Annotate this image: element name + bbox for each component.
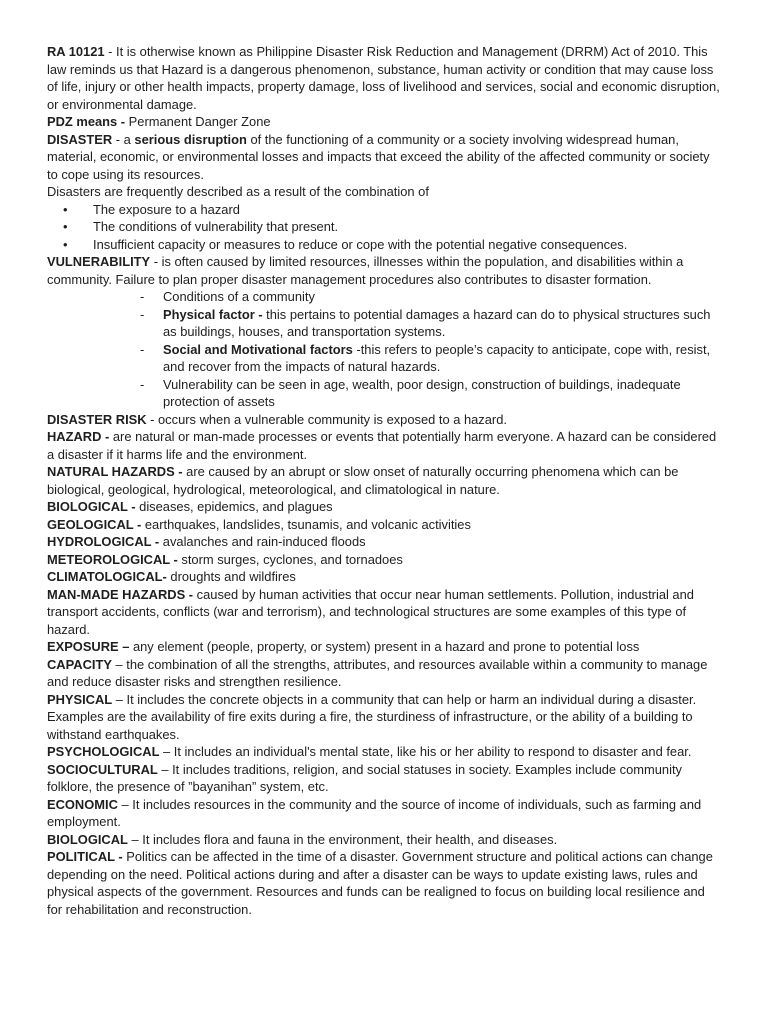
definition-term: GEOLOGICAL - [47,516,142,532]
definition-term: BIOLOGICAL - [47,499,136,514]
definition-text: Politics can be affected in the time of a disaster. Government structure and political actions can change depending on the need. Political actions during and after a disaster can be ways to update existing laws, rules and physical aspects of the government. Resources and funds can be realigned to focus on building local resilience and for rehabilitation and reconstruction. [47,849,713,917]
definition-pdz: Permanent Danger Zone [125,114,271,129]
definition-term: HAZARD - [47,429,110,444]
paragraph-combination-lead: Disasters are frequently described as a result of the combination of [47,184,429,199]
definition-term: CAPACITY [47,656,112,672]
definition-text: diseases, epidemics, and plagues [135,499,333,514]
paragraph-definition [47,691,722,744]
definition-physical-factor: this pertains to potential damages a hazard can do to physical structures such as buildings, houses, and transportation systems. [163,306,711,339]
dash-item: - Conditions of a community [47,288,722,306]
paragraph-definition [47,586,722,639]
term-disaster: DISASTER [47,131,113,147]
definition-term: PHYSICAL [47,691,113,707]
paragraph-definition [47,533,722,551]
definition-text: caused by human activities that occur near human settlements. Pollution, industrial and transport accidents, conflicts (war and terrorism), and technological structures are some examples of this type of hazard. [47,586,694,637]
definition-text: earthquakes, landslides, tsunamis, and volcanic activities [141,516,471,532]
bullet-item: • The exposure to a hazard [47,201,722,219]
definition-text: - occurs when a vulnerable community is exposed to a hazard. [146,411,507,427]
definition-text: – It includes resources in the community and the source of income of individuals, such as farming and employment. [47,796,702,829]
definition-term: DISASTER RISK [47,411,147,427]
definition-text: are natural or man-made processes or events that potentially harm everyone. A hazard can be considered a disaster if it harms life and the environment. [47,429,717,462]
paragraph-definition [47,568,722,586]
definition-ra-10121: - It is otherwise known as Philippine Disaster Risk Reduction and Management (DRRM) Act of 2010. This law reminds us that Hazard is a dangerous phenomenon, substance, human activity or condition that may cause loss of life, injury or other health impacts, property damage, loss of livelihood and services, social and economic disruption, or environmental damage. [47,44,720,112]
term-social-motivational: Social and Motivational factors [163,341,353,357]
definition-text: avalanches and rain-induced floods [159,534,366,549]
definition-term: PSYCHOLOGICAL [47,744,160,759]
definition-term: ECONOMIC [47,796,118,812]
definition-text: – It includes the concrete objects in a community that can help or harm an individual during a disaster. Examples are the availability of fire exits during a fire, the sturdiness of infrastructure, or the ability of a building to withstand earthquakes. [47,691,697,742]
definition-term: MAN-MADE HAZARDS - [47,586,194,602]
paragraph-definition [47,848,722,918]
term-pdz: PDZ means - [47,114,126,129]
paragraph-definition [47,761,722,796]
definition-text: are caused by an abrupt or slow onset of naturally occurring phenomena which can be biological, geological, hydrological, meteorological, and climatological in nature. [47,464,679,497]
paragraph-definition [47,796,722,831]
bullet-item: • The conditions of vulnerability that present. [47,218,722,236]
definition-term: EXPOSURE – [47,639,130,654]
paragraph-definition [47,428,722,463]
definition-term: CLIMATOLOGICAL- [47,569,167,584]
paragraph-disaster [47,131,722,184]
definition-text: storm surges, cyclones, and tornadoes [177,551,403,567]
dash-item: - Vulnerability can be seen in age, wealth, poor design, construction of buildings, inadequate protection of assets [47,376,722,411]
paragraph-vulnerability [47,253,722,288]
definition-text: – It includes traditions, religion, and social statuses in society. Examples include community folklore, the presence of ”bayanihan” system, etc. [47,761,682,794]
definition-disaster: of the functioning of a community or a society involving widespread human, material, economic, or environmental losses and impacts that exceed the ability of the affected community or society to cope using its resources. [47,131,710,182]
definition-term: NATURAL HAZARDS - [47,464,183,479]
definition-text: – It includes flora and fauna in the environment, their health, and diseases. [127,831,558,847]
term-physical-factor: Physical factor - [163,306,263,322]
paragraph-pdz [47,113,722,131]
definition-term: SOCIOCULTURAL [47,761,158,777]
term-ra-10121: RA 10121 [47,44,105,59]
bullet-item: • Insufficient capacity or measures to reduce or cope with the potential negative consequences. [47,236,722,254]
disaster-pre: - a [112,131,135,147]
paragraph-definition [47,411,722,429]
definition-vulnerability: - is often caused by limited resources, illnesses within the population, and disabilities within a community. Failure to plan proper disaster management procedures also contributes to disaster formation. [47,254,684,287]
paragraph-definition [47,498,722,516]
combination-bullet-list [47,201,722,254]
paragraph-definition [47,551,722,569]
paragraph-definition [47,743,722,761]
paragraph-definition [47,463,722,498]
vulnerability-dash-list [47,288,722,411]
definition-text: droughts and wildfires [166,569,296,584]
definition-term: HYDROLOGICAL - [47,534,160,549]
definition-social-motivational: -this refers to people’s capacity to anticipate, cope with, resist, and recover from the impacts of natural hazards. [163,341,711,374]
definition-term: BIOLOGICAL [47,831,128,847]
disaster-emphasis: serious disruption [134,131,247,147]
dash-item [47,341,722,376]
definition-term: METEOROLOGICAL - [47,551,178,567]
paragraph-definition [47,656,722,691]
paragraph-definition [47,831,722,849]
term-vulnerability: VULNERABILITY [47,254,151,269]
definition-text: – It includes an individual's mental state, like his or her ability to respond to disaster and fear. [159,744,692,759]
paragraph-definition [47,638,722,656]
definition-term: POLITICAL - [47,849,123,864]
paragraph-definition [47,516,722,534]
dash-item [47,306,722,341]
paragraph-ra-10121 [47,43,722,113]
definition-text: any element (people, property, or system) present in a hazard and prone to potential loss [129,639,640,654]
definition-text: – the combination of all the strengths, attributes, and resources available within a community to manage and reduce disaster risks and strengthen resilience. [47,656,708,689]
